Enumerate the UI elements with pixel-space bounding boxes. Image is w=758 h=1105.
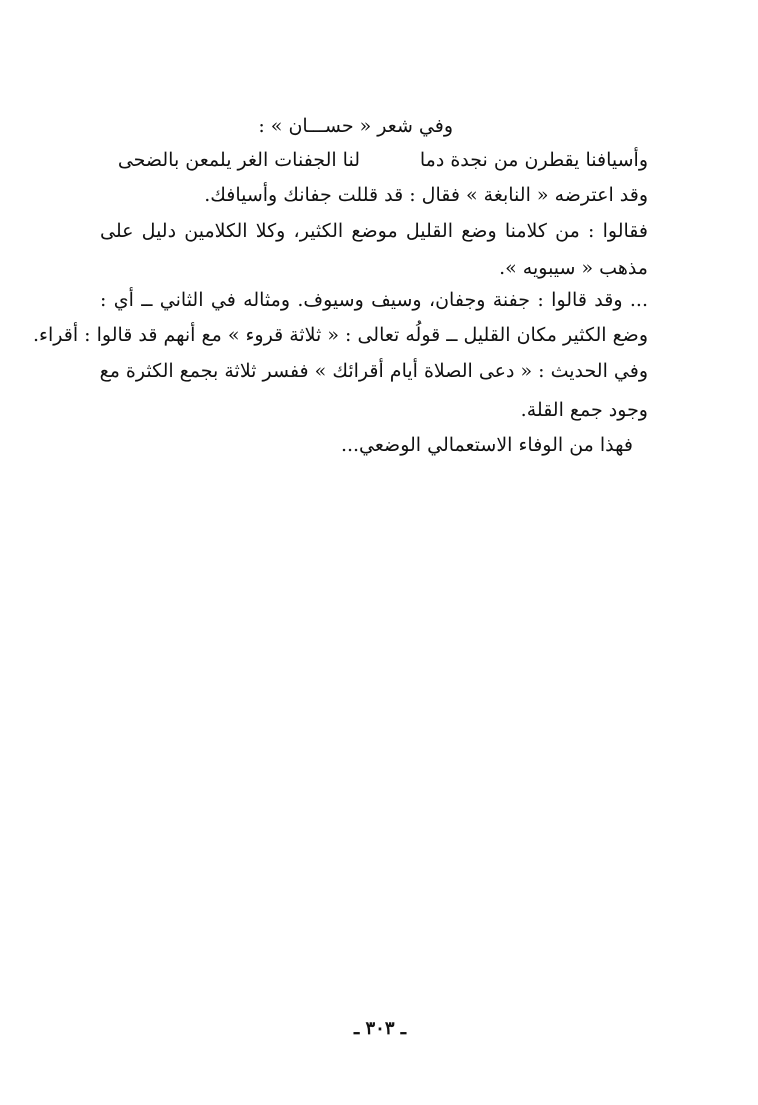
verse-second-hemistich: وأسيافنا يقطرن من نجدة دما	[419, 149, 648, 171]
paragraph-line: فقالوا : من كلامنا وضع القليل موضع الكثير، وكلا الكلامين دليل على	[100, 220, 648, 242]
paragraph-line: مذهب « سيبويه ».	[499, 257, 648, 279]
paragraph-line: وجود جمع القلة.	[520, 399, 648, 421]
paragraph-line: وفي الحديث : « دعى الصلاة أيام أقرائك » ففسر ثلاثة بجمع الكثرة مع	[99, 360, 648, 382]
page-number: ـ ٣٠٣ ـ	[353, 1018, 407, 1039]
paragraph-line: ... وقد قالوا : جفنة وجفان، وسيف وسيوف. ومثاله في الثاني ــ أي :	[100, 289, 648, 311]
paragraph-line: وقد اعترضه « النابغة » فقال : قد قللت جفانك وأسيافك.	[204, 184, 648, 206]
verse-first-hemistich: لنا الجفنات الغر يلمعن بالضحى	[117, 149, 360, 171]
paragraph-line: وضع الكثير مكان القليل ــ قولُه تعالى : « ثلاثة قروء » مع أنهم قد قالوا : أقراء.	[33, 324, 648, 346]
intro-line: وفي شعر « حســـان » :	[258, 115, 453, 137]
paragraph-line: فهذا من الوفاء الاستعمالي الوضعي...	[340, 434, 633, 456]
